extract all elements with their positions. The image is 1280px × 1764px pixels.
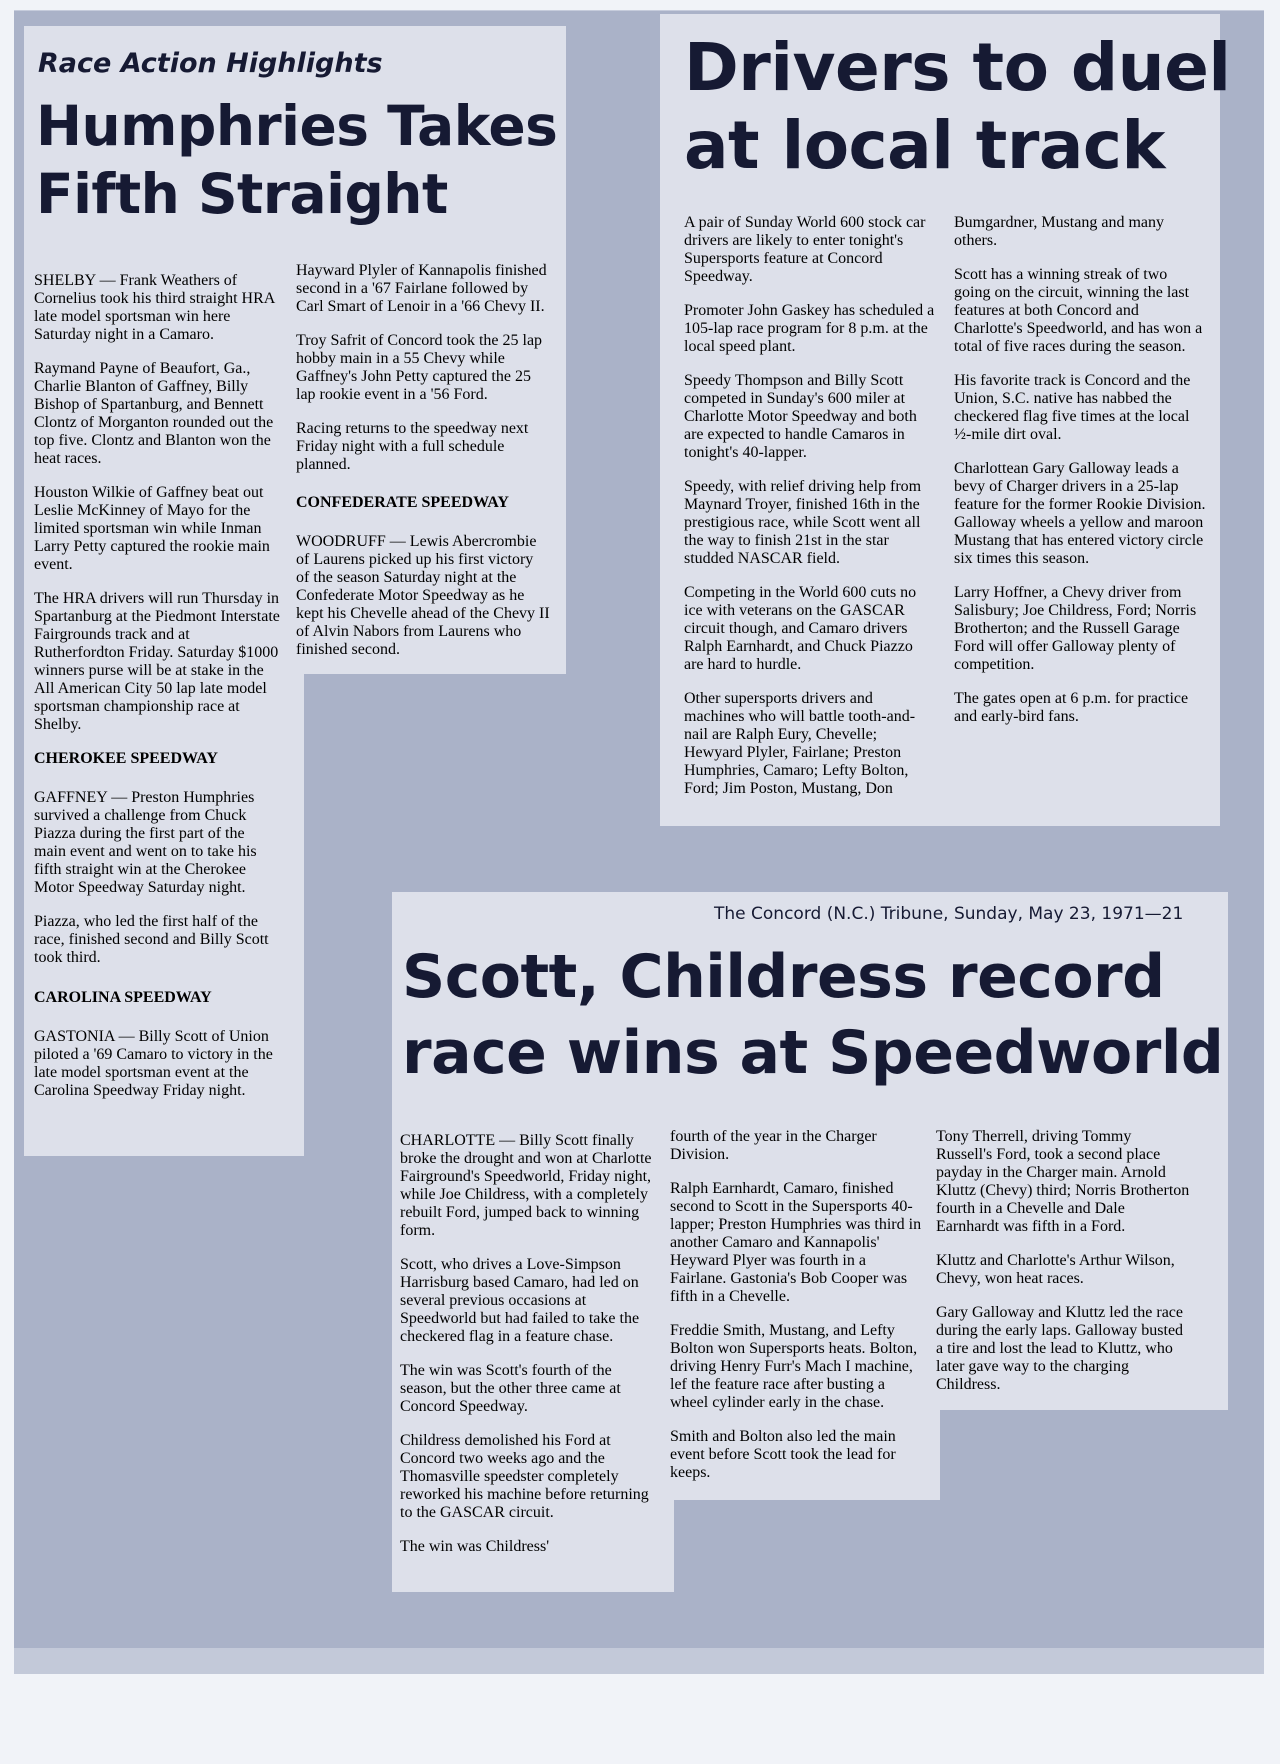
paragraph: Childress demolished his Ford at Concord two weeks ago and the Thomasville speedster completely reworked his machine before returning to the GASCAR circuit. — [400, 1432, 649, 1521]
paragraph: SHELBY — Frank Weathers of Cornelius took his third straight HRA late model sportsman win here Saturday night in a Camaro. — [34, 272, 275, 343]
paragraph: GAFFNEY — Preston Humphries survived a challenge from Chuck Piazza during the first part of the main event and went on to take his fifth straight win at the Cherokee Motor Speedway Saturday night. — [34, 789, 257, 897]
paragraph: The win was Scott's fourth of the season, but the other three came at Concord Speedway. — [400, 1362, 621, 1415]
section-head-cherokee: CHEROKEE SPEEDWAY — [34, 750, 218, 767]
paragraph: Smith and Bolton also led the main event before Scott took the lead for keeps. — [670, 1428, 896, 1481]
headline-speedworld-2: race wins at Speedworld — [402, 1018, 1224, 1088]
headline-humphries-2: Fifth Straight — [36, 162, 448, 226]
clip3-column-2 — [670, 1112, 922, 1498]
headline-drivers-1: Drivers to duel — [684, 29, 1231, 106]
clip1-column-2 — [296, 246, 550, 675]
paragraph: Ralph Earnhardt, Camaro, finished second to Scott in the Supersports 40-lapper; Preston Humphries was third in another Camaro and Kannapolis' Heyward Plyer was fourth in a Fairlane. Gastonia's Bob Cooper was fifth in a Chevelle. — [670, 1180, 922, 1305]
paragraph: Gary Galloway and Kluttz led the race during the early laps. Galloway busted a tire and lost the lead to Kluttz, who later gave way to the charging Childress. — [936, 1304, 1184, 1393]
kicker: Race Action Highlights — [38, 48, 383, 79]
paragraph: GASTONIA — Billy Scott of Union piloted a '69 Camaro to victory in the late model sportsman event at the Carolina Speedway Friday night. — [34, 1027, 273, 1099]
paragraph: The win was Childress' — [400, 1538, 550, 1555]
paragraph: Speedy Thompson and Billy Scott competed in Sunday's 600 miler at Charlotte Motor Speedway and both are expected to handle Camaros in tonight's 40-lapper. — [684, 372, 917, 461]
headline-humphries-1: Humphries Takes — [36, 94, 558, 158]
paragraph: Piazza, who led the first half of the race, finished second and Billy Scott took third. — [34, 913, 269, 967]
clip2-column-2 — [954, 198, 1206, 742]
paragraph: Other supersports drivers and machines who will battle tooth-and-nail are Ralph Eury, Chevelle; Hewyard Plyler, Fairlane; Preston Humphries, Camaro; Lefty Bolton, Ford; Jim Poston, Mustang, Don — [684, 690, 916, 797]
paragraph: Promoter John Gaskey has scheduled a 105-lap race program for 8 p.m. at the local speed plant. — [684, 302, 935, 355]
paragraph: Freddie Smith, Mustang, and Lefty Bolton won Supersports heats. Bolton, driving Henry Furr's Mach I machine, lef the feature race after busting a wheel cylinder early in the chase. — [670, 1322, 918, 1411]
paragraph: Larry Hoffner, a Chevy driver from Salisbury; Joe Childress, Ford; Norris Brotherton; and the Russell Garage Ford will offer Galloway plenty of competition. — [954, 584, 1197, 673]
paragraph: Kluttz and Charlotte's Arthur Wilson, Chevy, won heat races. — [936, 1252, 1175, 1287]
paragraph: Speedy, with relief driving help from Maynard Troyer, finished 16th in the prestigious race, while Scott went all the way to finish 21st in the star studded NASCAR field. — [684, 478, 922, 567]
section-head-carolina: CAROLINA SPEEDWAY — [34, 988, 212, 1006]
clip3-column-1 — [400, 1116, 654, 1572]
paragraph: fourth of the year in the Charger Division. — [670, 1128, 877, 1163]
paragraph: Troy Safrit of Concord took the 25 lap hobby main in a 55 Chevy while Gaffney's John Petty captured the 25 lap rookie event in a '56 Ford. — [296, 332, 543, 403]
headline-speedworld-1: Scott, Childress record — [402, 942, 1165, 1012]
paragraph: Competing in the World 600 cuts no ice with veterans on the GASCAR circuit though, and Camaro drivers Ralph Earnhardt, and Chuck Piazzo are hard to hurdle. — [684, 584, 917, 673]
paragraph: Houston Wilkie of Gaffney beat out Leslie McKinney of Mayo for the limited sportsman win while Inman Larry Petty captured the rookie main event. — [34, 484, 270, 573]
paragraph: CHARLOTTE — Billy Scott finally broke the drought and won at Charlotte Fairground's Speedworld, Friday night, while Joe Childress, with a completely rebuilt Ford, jumped back to winning form. — [400, 1132, 652, 1239]
paragraph: The HRA drivers will run Thursday in Spartanburg at the Piedmont Interstate Fairgrounds track and at Rutherfordton Friday. Saturday $1000 winners purse will be at stake in the All American City 50 lap late model sportsman championship race at Shelby. — [34, 590, 280, 733]
paragraph: Charlottean Gary Galloway leads a bevy of Charger drivers in a 25-lap feature for the former Rookie Division. Galloway wheels a yellow and maroon Mustang that has entered victory circle six times this season. — [954, 460, 1206, 567]
clip2-column-1 — [684, 198, 936, 814]
paragraph: Bumgardner, Mustang and many others. — [954, 214, 1164, 249]
clip3-column-3 — [936, 1112, 1190, 1410]
paragraph: Raymand Payne of Beaufort, Ga., Charlie Blanton of Gaffney, Billy Bishop of Spartanburg, and Bennett Clontz of Morganton rounded out the top five. Clontz and Blanton won the heat races. — [34, 360, 274, 467]
paragraph: Tony Therrell, driving Tommy Russell's Ford, took a second place payday in the Charger main. Arnold Kluttz (Chevy) third; Norris Brotherton fourth in a Chevelle and Dale Earnhardt was fifth in a Ford. — [936, 1128, 1190, 1235]
headline-drivers-2: at local track — [684, 107, 1165, 184]
paragraph: Scott has a winning streak of two going on the circuit, winning the last features at both Concord and Charlotte's Speedworld, and has won a total of five races during the season. — [954, 266, 1203, 355]
paragraph: A pair of Sunday World 600 stock car drivers are likely to enter tonight's Supersports feature at Concord Speedway. — [684, 214, 926, 285]
paragraph: His favorite track is Concord and the Union, S.C. native has nabbed the checkered flag five times at the local ½-mile dirt oval. — [954, 372, 1191, 443]
folio-line: The Concord (N.C.) Tribune, Sunday, May 23, 1971—21 — [714, 904, 1184, 924]
paragraph: WOODRUFF — Lewis Abercrombie of Laurens picked up his first victory of the season Saturday night at the Confederate Motor Speedway as he kept his Chevelle ahead of the Chevy II of Alvin Nabors from Laurens who finished second. — [296, 533, 550, 659]
paragraph: Hayward Plyler of Kannapolis finished second in a '67 Fairlane followed by Carl Smart of Lenoir in a '66 Chevy II. — [296, 262, 547, 315]
paragraph: The gates open at 6 p.m. for practice and early-bird fans. — [954, 690, 1189, 725]
section-head-confederate: CONFEDERATE SPEEDWAY — [296, 494, 509, 511]
clip1-column-1 — [34, 256, 280, 1116]
paragraph: Racing returns to the speedway next Friday night with a full schedule planned. — [296, 420, 529, 473]
bottom-strip — [14, 1648, 1264, 1674]
paragraph: Scott, who drives a Love-Simpson Harrisburg based Camaro, had led on several previous occasions at Speedworld but had failed to take the checkered flag in a feature chase. — [400, 1256, 640, 1345]
